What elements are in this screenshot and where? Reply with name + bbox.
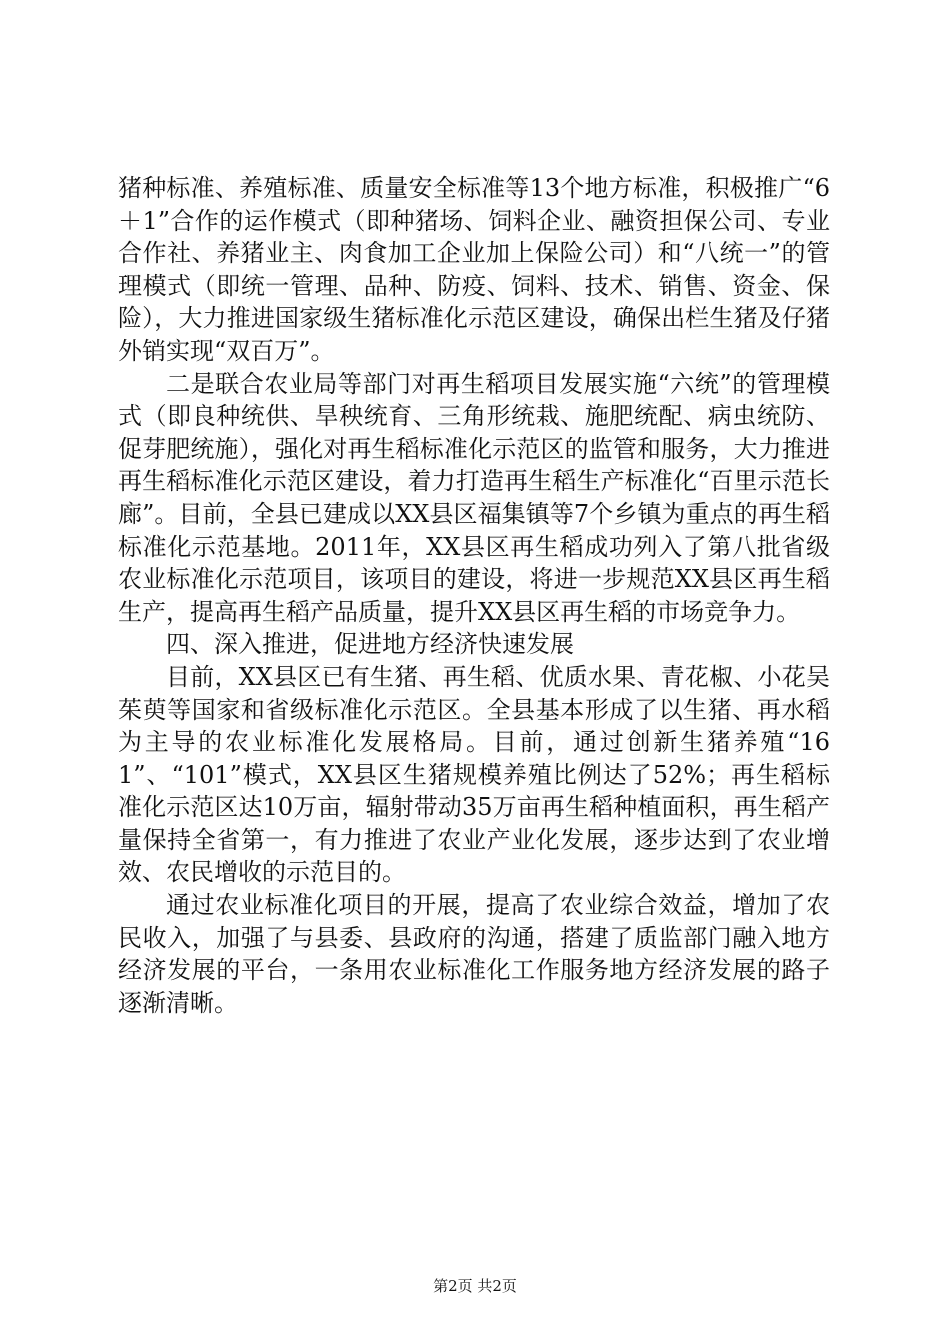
document-body [118,172,830,1019]
page-footer: 第2页 共2页 [433,1277,517,1295]
paragraph-conclusion: 通过农业标准化项目的开展，提高了农业综合效益，增加了农民收入，加强了与县委、县政府的沟通，搭建了质监部门融入地方经济发展的平台，一条用农业标准化工作服务地方经济发展的路子逐渐清晰。 [118,891,830,1017]
section-heading-four: 四、深入推进，促进地方经济快速发展 [166,630,574,659]
paragraph-ratoon-rice-management: 二是联合农业局等部门对再生稻项目发展实施“六统”的管理模式（即良种统供、旱秧统育、三角形统栽、施肥统配、病虫统防、促芽肥统施），强化对再生稻标准化示范区的监管和服务，大力推进再生稻标准化示范区建设，着力打造再生稻生产标准化“百里示范长廊”。目前，全县已建成以XX县区福集镇等7个乡镇为重点的再生稻标准化示范基地。2011年，XX县区再生稻成功列入了第八批省级农业标准化示范项目，该项目的建设，将进一步规范XX县区再生稻生产，提高再生稻产品质量，提升XX县区再生稻的市场竞争力。 [118,369,830,626]
paragraph-demonstration-zones: 目前，XX县区已有生猪、再生稻、优质水果、青花椒、小花吴茱萸等国家和省级标准化示范区。全县基本形成了以生猪、再水稻为主导的农业标准化发展格局。目前，通过创新生猪养殖“161”、“101”模式，XX县区生猪规模养殖比例达了52%；再生稻标准化示范区达10万亩，辐射带动35万亩再生稻种植面积，再生稻产量保持全省第一，有力推进了农业产业化发展，逐步达到了农业增效、农民增收的示范目的。 [118,662,830,887]
paragraph-pig-standards: 猪种标准、养殖标准、质量安全标准等13个地方标准，积极推广“6＋1”合作的运作模式（即种猪场、饲料企业、融资担保公司、专业合作社、养猪业主、肉食加工企业加上保险公司）和“八统一”的管理模式（即统一管理、品种、防疫、饲料、技术、销售、资金、保险），大力推进国家级生猪标准化示范区建设，确保出栏生猪及仔猪外销实现“双百万”。 [118,174,830,365]
